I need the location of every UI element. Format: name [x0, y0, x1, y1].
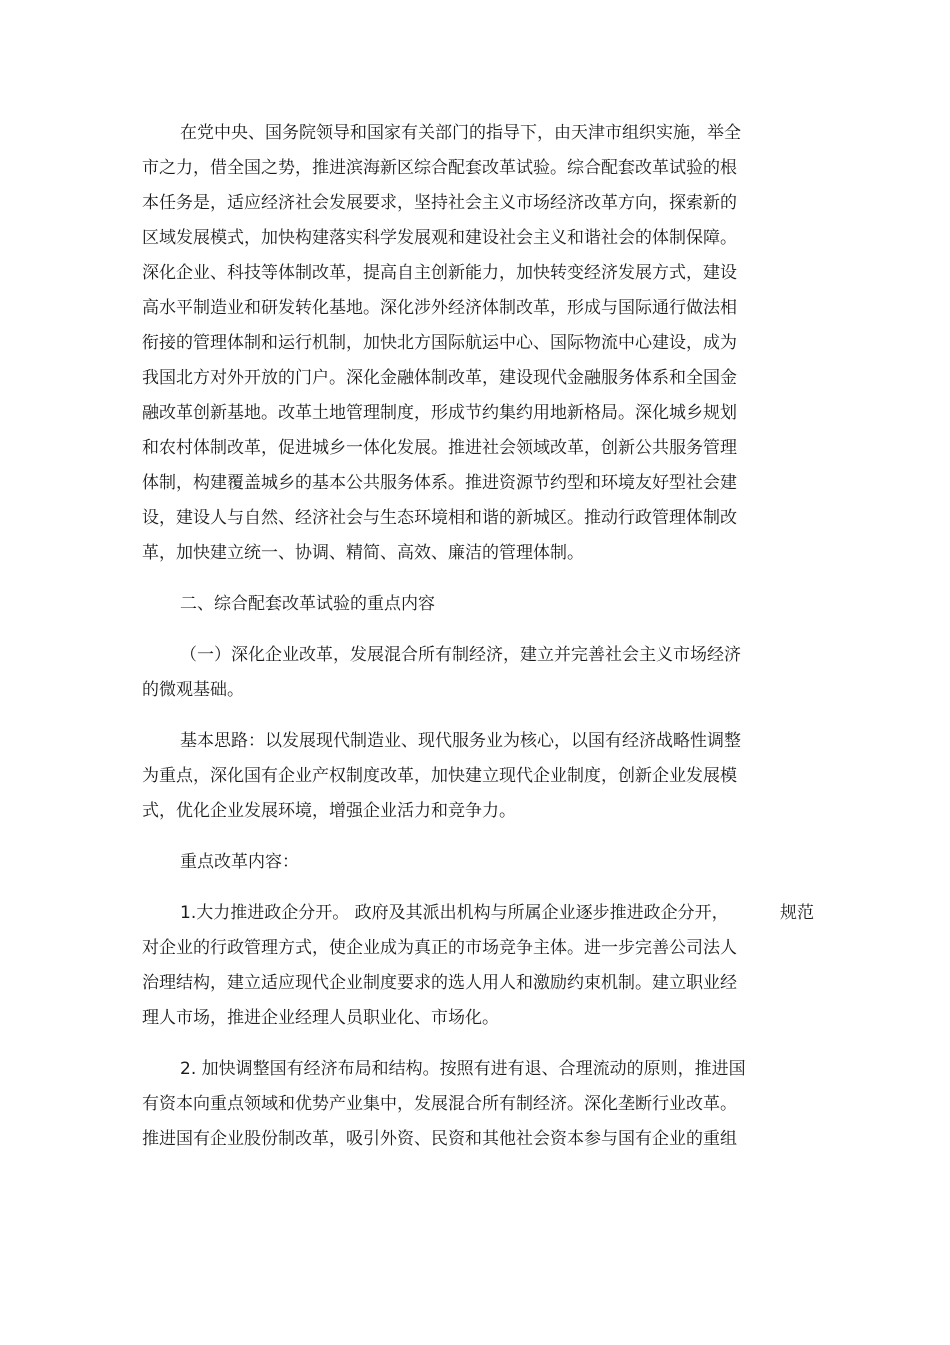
text-line: 规范: [780, 903, 814, 923]
text-line: 治理结构，建立适应现代企业制度要求的选人用人和激励约束机制。建立职业经: [142, 973, 737, 993]
text-line: 2. 加快调整国有经济布局和结构。按照有进有退、合理流动的原则，推进国: [180, 1059, 746, 1079]
text-line: 推进国有企业股份制改革，吸引外资、民资和其他社会资本参与国有企业的重组: [142, 1129, 737, 1149]
text-line: 革，加快建立统一、协调、精简、高效、廉洁的管理体制。: [142, 543, 584, 563]
section-heading: 二、综合配套改革试验的重点内容: [180, 594, 435, 614]
text-line: 为重点，深化国有企业产权制度改革，加快建立现代企业制度，创新企业发展模: [142, 766, 737, 786]
text-line: 高水平制造业和研发转化基地。深化涉外经济体制改革，形成与国际通行做法相: [142, 298, 737, 318]
text-line: 融改革创新基地。改革土地管理制度，形成节约集约用地新格局。深化城乡规划: [142, 403, 737, 423]
text-line: 1.大力推进政企分开。 政府及其派出机构与所属企业逐步推进政企分开，: [180, 903, 729, 923]
text-line: 和农村体制改革，促进城乡一体化发展。推进社会领域改革，创新公共服务管理: [142, 438, 737, 458]
text-line: 本任务是，适应经济社会发展要求，坚持社会主义市场经济改革方向，探索新的: [142, 193, 737, 213]
text-line: 体制，构建覆盖城乡的基本公共服务体系。推进资源节约型和环境友好型社会建: [142, 473, 737, 493]
text-line: 深化企业、科技等体制改革，提高自主创新能力，加快转变经济发展方式，建设: [142, 263, 737, 283]
text-line: 对企业的行政管理方式，使企业成为真正的市场竞争主体。进一步完善公司法人: [142, 938, 737, 958]
text-line: 基本思路：以发展现代制造业、现代服务业为核心，以国有经济战略性调整: [180, 731, 741, 751]
key-reforms-label: 重点改革内容：: [180, 852, 299, 872]
text-line: 设，建设人与自然、经济社会与生态环境相和谐的新城区。推动行政管理体制改: [142, 508, 737, 528]
text-line: 理人市场，推进企业经理人员职业化、市场化。: [142, 1008, 499, 1028]
text-line: 市之力，借全国之势，推进滨海新区综合配套改革试验。综合配套改革试验的根: [142, 158, 737, 178]
text-line: （一）深化企业改革，发展混合所有制经济，建立并完善社会主义市场经济: [180, 645, 741, 665]
text-line: 区域发展模式，加快构建落实科学发展观和建设社会主义和谐社会的体制保障。: [142, 228, 737, 248]
text-line: 我国北方对外开放的门户。深化金融体制改革，建设现代金融服务体系和全国金: [142, 368, 737, 388]
text-line: 有资本向重点领域和优势产业集中，发展混合所有制经济。深化垄断行业改革。: [142, 1094, 737, 1114]
text-line: 的微观基础。: [142, 680, 244, 700]
text-line: 衔接的管理体制和运行机制，加快北方国际航运中心、国际物流中心建设，成为: [142, 333, 737, 353]
text-line: 式，优化企业发展环境，增强企业活力和竞争力。: [142, 801, 516, 821]
text-line: 在党中央、国务院领导和国家有关部门的指导下，由天津市组织实施，举全: [180, 123, 741, 143]
